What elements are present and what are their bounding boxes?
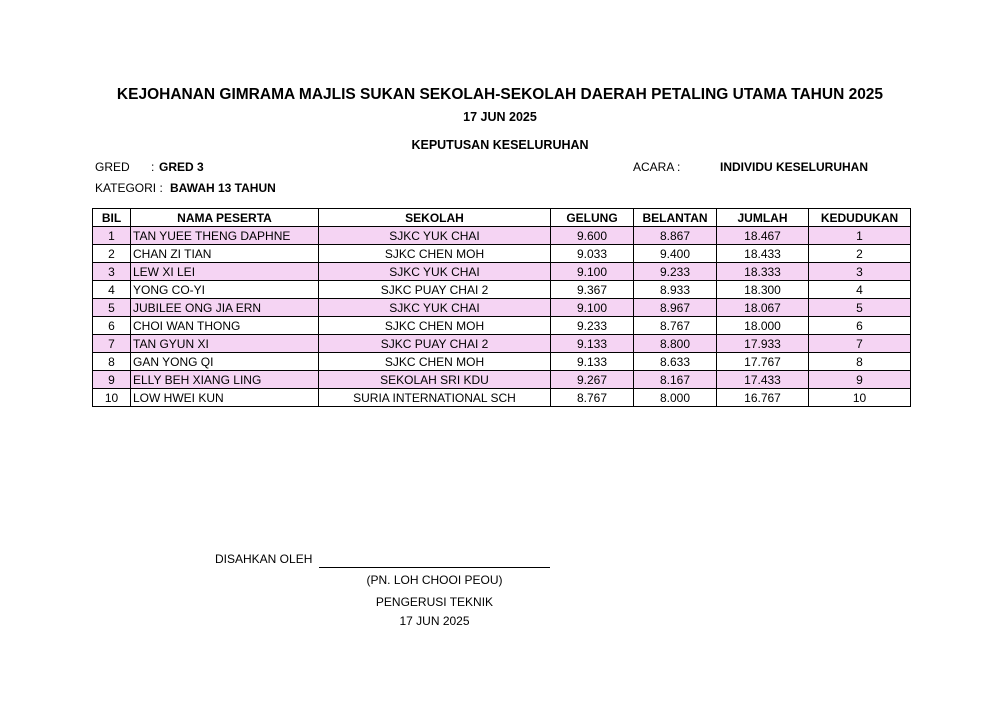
cell-jumlah: 18.300	[717, 281, 809, 299]
cell-jumlah: 18.333	[717, 263, 809, 281]
cell-belantan: 8.167	[634, 371, 717, 389]
cell-bil: 6	[93, 317, 131, 335]
cell-sekolah: SEKOLAH SRI KDU	[319, 371, 551, 389]
cell-sekolah: SJKC PUAY CHAI 2	[319, 335, 551, 353]
cell-kedudukan: 6	[809, 317, 911, 335]
cell-jumlah: 18.000	[717, 317, 809, 335]
cell-bil: 7	[93, 335, 131, 353]
table-row	[93, 335, 911, 353]
cell-belantan: 8.767	[634, 317, 717, 335]
cell-nama-peserta: TAN YUEE THENG DAPHNE	[131, 227, 319, 245]
kategori-value: BAWAH 13 TAHUN	[170, 181, 276, 195]
table-row	[93, 281, 911, 299]
column-header-gelung: GELUNG	[551, 209, 634, 227]
gred-label: GRED	[95, 160, 130, 174]
approved-by-label: DISAHKAN OLEH	[215, 552, 313, 566]
results-body	[93, 227, 911, 407]
document-title: KEJOHANAN GIMRAMA MAJLIS SUKAN SEKOLAH-SEKOLAH DAERAH PETALING UTAMA TAHUN 2025	[116, 86, 884, 103]
signature-date: 17 JUN 2025	[399, 614, 470, 628]
cell-gelung: 9.133	[551, 353, 634, 371]
table-row	[93, 245, 911, 263]
column-header-nama-peserta: NAMA PESERTA	[131, 209, 319, 227]
cell-jumlah: 18.433	[717, 245, 809, 263]
cell-bil: 5	[93, 299, 131, 317]
cell-kedudukan: 8	[809, 353, 911, 371]
table-row	[93, 353, 911, 371]
cell-belantan: 8.000	[634, 389, 717, 407]
signature-line	[319, 567, 550, 568]
cell-nama-peserta: CHOI WAN THONG	[131, 317, 319, 335]
cell-gelung: 9.100	[551, 299, 634, 317]
cell-jumlah: 17.433	[717, 371, 809, 389]
cell-jumlah: 18.467	[717, 227, 809, 245]
document-subtitle: KEPUTUSAN KESELURUHAN	[411, 138, 589, 152]
cell-kedudukan: 2	[809, 245, 911, 263]
cell-kedudukan: 1	[809, 227, 911, 245]
cell-bil: 8	[93, 353, 131, 371]
cell-nama-peserta: GAN YONG QI	[131, 353, 319, 371]
column-header-kedudukan: KEDUDUKAN	[809, 209, 911, 227]
cell-gelung: 9.267	[551, 371, 634, 389]
cell-belantan: 8.867	[634, 227, 717, 245]
cell-gelung: 9.233	[551, 317, 634, 335]
cell-kedudukan: 10	[809, 389, 911, 407]
cell-sekolah: SJKC YUK CHAI	[319, 299, 551, 317]
table-row	[93, 317, 911, 335]
cell-sekolah: SJKC CHEN MOH	[319, 353, 551, 371]
cell-sekolah: SJKC PUAY CHAI 2	[319, 281, 551, 299]
cell-belantan: 9.233	[634, 263, 717, 281]
acara-label: ACARA :	[633, 160, 681, 174]
cell-bil: 10	[93, 389, 131, 407]
cell-belantan: 8.800	[634, 335, 717, 353]
cell-bil: 1	[93, 227, 131, 245]
cell-kedudukan: 3	[809, 263, 911, 281]
acara-value: INDIVIDU KESELURUHAN	[720, 160, 869, 174]
cell-gelung: 8.767	[551, 389, 634, 407]
cell-jumlah: 17.933	[717, 335, 809, 353]
cell-sekolah: SJKC CHEN MOH	[319, 245, 551, 263]
column-header-bil: BIL	[93, 209, 131, 227]
cell-belantan: 8.933	[634, 281, 717, 299]
table-row	[93, 227, 911, 245]
cell-belantan: 8.967	[634, 299, 717, 317]
table-row	[93, 389, 911, 407]
table-header-row	[93, 209, 911, 227]
cell-gelung: 9.033	[551, 245, 634, 263]
cell-jumlah: 18.067	[717, 299, 809, 317]
cell-sekolah: SJKC YUK CHAI	[319, 263, 551, 281]
cell-nama-peserta: LEW XI LEI	[131, 263, 319, 281]
cell-nama-peserta: CHAN ZI TIAN	[131, 245, 319, 263]
cell-kedudukan: 7	[809, 335, 911, 353]
cell-jumlah: 16.767	[717, 389, 809, 407]
table-row	[93, 263, 911, 281]
cell-kedudukan: 4	[809, 281, 911, 299]
gred-value: GRED 3	[159, 160, 204, 174]
cell-belantan: 9.400	[634, 245, 717, 263]
column-header-belantan: BELANTAN	[634, 209, 717, 227]
cell-nama-peserta: YONG CO-YI	[131, 281, 319, 299]
cell-bil: 3	[93, 263, 131, 281]
cell-bil: 4	[93, 281, 131, 299]
kategori-label: KATEGORI :	[95, 181, 163, 195]
cell-gelung: 9.600	[551, 227, 634, 245]
cell-nama-peserta: TAN GYUN XI	[131, 335, 319, 353]
signatory-role: PENGERUSI TEKNIK	[375, 595, 494, 609]
cell-sekolah: SJKC YUK CHAI	[319, 227, 551, 245]
signatory-name: (PN. LOH CHOOI PEOU)	[366, 573, 503, 587]
cell-kedudukan: 5	[809, 299, 911, 317]
cell-nama-peserta: LOW HWEI KUN	[131, 389, 319, 407]
cell-nama-peserta: JUBILEE ONG JIA ERN	[131, 299, 319, 317]
column-header-jumlah: JUMLAH	[717, 209, 809, 227]
cell-bil: 2	[93, 245, 131, 263]
cell-bil: 9	[93, 371, 131, 389]
cell-kedudukan: 9	[809, 371, 911, 389]
cell-gelung: 9.133	[551, 335, 634, 353]
cell-gelung: 9.367	[551, 281, 634, 299]
cell-gelung: 9.100	[551, 263, 634, 281]
table-row	[93, 299, 911, 317]
cell-belantan: 8.633	[634, 353, 717, 371]
gred-separator: :	[151, 160, 155, 174]
document-date: 17 JUN 2025	[463, 110, 537, 124]
cell-nama-peserta: ELLY BEH XIANG LING	[131, 371, 319, 389]
results-table	[92, 208, 911, 407]
column-header-sekolah: SEKOLAH	[319, 209, 551, 227]
cell-jumlah: 17.767	[717, 353, 809, 371]
table-row	[93, 371, 911, 389]
cell-sekolah: SJKC CHEN MOH	[319, 317, 551, 335]
cell-sekolah: SURIA INTERNATIONAL SCH	[319, 389, 551, 407]
